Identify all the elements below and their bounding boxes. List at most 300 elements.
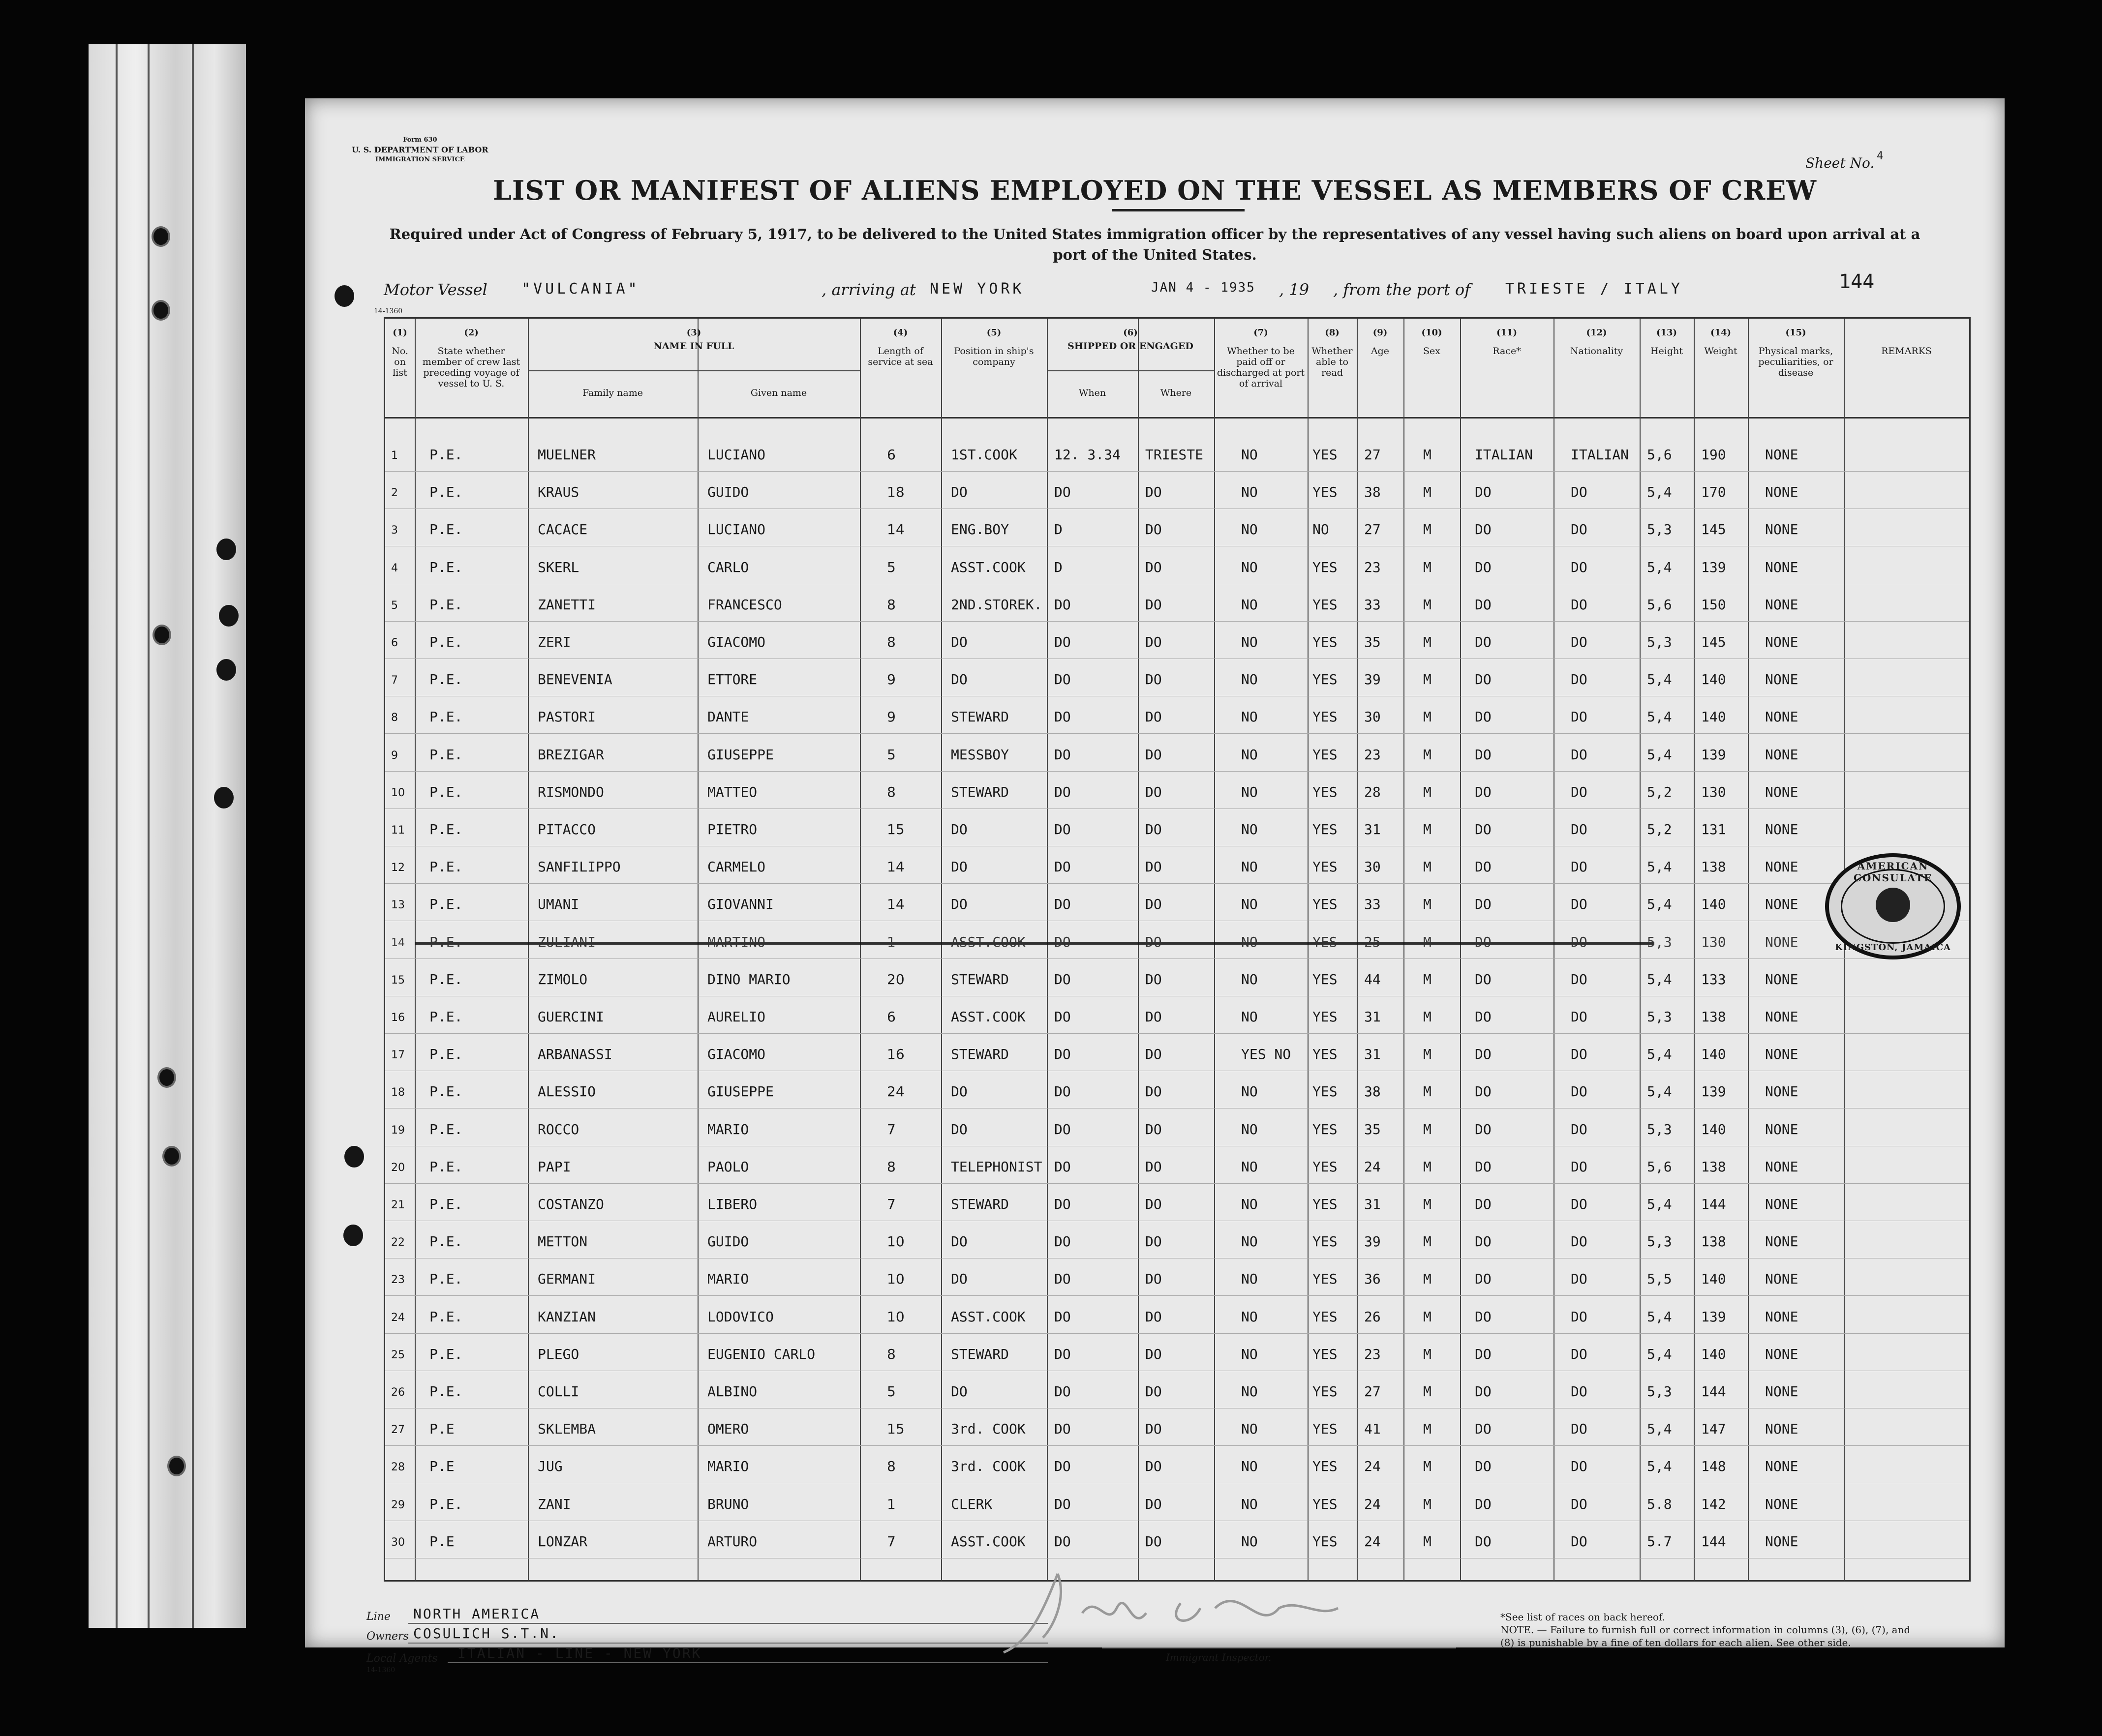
cell-position: DO [951, 634, 968, 650]
cell-where: DO [1145, 1009, 1162, 1025]
cell-race: DO [1475, 821, 1492, 838]
cell-height: 5,3 [1647, 521, 1672, 538]
agents-label: Local Agents [366, 1652, 438, 1665]
penalty-note: NOTE. — Failure to furnish full or correct information in columns (3), (6), (7), and (8) is punishable by a fine of ten dollars for each alien. See other side. [1500, 1624, 1911, 1648]
cell-race: DO [1475, 1083, 1492, 1100]
column-number: (12) [1586, 328, 1607, 338]
cell-family: GUERCINI [538, 1009, 604, 1025]
cell-paid: NO [1241, 1308, 1258, 1325]
cell-age: 30 [1364, 859, 1381, 875]
cell-when: D [1054, 559, 1063, 575]
cell-no: 20 [391, 1161, 405, 1174]
cell-position: STEWARD [951, 1196, 1009, 1212]
cell-service: 14 [887, 896, 905, 913]
cell-prev: P.E [429, 1458, 455, 1475]
cell-no: 30 [391, 1536, 405, 1549]
cell-nat: DO [1571, 783, 1587, 800]
cell-given: BRUNO [707, 1496, 749, 1512]
cell-when: DO [1054, 634, 1071, 650]
cell-read: YES [1312, 1421, 1338, 1437]
cell-family: GERMANI [538, 1271, 596, 1287]
cell-paid: NO [1241, 1271, 1258, 1287]
cell-prev: P.E. [429, 634, 463, 650]
cell-nat: DO [1571, 521, 1587, 538]
cell-given: ARTURO [707, 1533, 758, 1550]
cell-where: DO [1145, 821, 1162, 838]
cell-race: DO [1475, 1308, 1492, 1325]
cell-age: 24 [1364, 1533, 1381, 1550]
cell-family: SANFILIPPO [538, 859, 621, 875]
cell-paid: NO [1241, 634, 1258, 650]
cell-race: DO [1475, 709, 1492, 725]
cell-where: DO [1145, 1346, 1162, 1362]
column-subheader: Where [1160, 388, 1192, 398]
cell-paid: NO [1241, 821, 1258, 838]
cell-marks: NONE [1765, 746, 1798, 763]
cell-sex: M [1423, 1083, 1432, 1100]
column-header: Race* [1493, 346, 1521, 357]
cell-height: 5,3 [1647, 634, 1672, 650]
cell-weight: 139 [1701, 1308, 1726, 1325]
cell-marks: NONE [1765, 1308, 1798, 1325]
cell-family: ZANI [538, 1496, 571, 1512]
cell-family: UMANI [538, 896, 579, 913]
cell-given: CARLO [707, 559, 749, 575]
cell-weight: 142 [1701, 1496, 1726, 1512]
cell-prev: P.E. [429, 1046, 463, 1063]
cell-nat: DO [1571, 634, 1587, 650]
cell-height: 5,3 [1647, 933, 1672, 950]
cell-position: STEWARD [951, 1346, 1009, 1362]
line-value: NORTH AMERICA [413, 1606, 541, 1622]
cell-age: 24 [1364, 1496, 1381, 1512]
cell-height: 5,4 [1647, 859, 1672, 875]
cell-given: GIUSEPPE [707, 1083, 774, 1100]
cell-paid: NO [1241, 1458, 1258, 1475]
cell-marks: NONE [1765, 634, 1798, 650]
consulate-stamp [1825, 853, 1961, 959]
column-header: Whether to be paid off or discharged at port of arrival [1217, 346, 1305, 389]
cell-sex: M [1423, 484, 1432, 501]
cell-weight: 148 [1701, 1458, 1726, 1475]
cell-weight: 145 [1701, 521, 1726, 538]
cell-when: DO [1054, 1346, 1071, 1362]
cell-paid: NO [1241, 521, 1258, 538]
cell-age: 27 [1364, 1383, 1381, 1400]
cell-nat: DO [1571, 1046, 1587, 1063]
cell-position: STEWARD [951, 1046, 1009, 1063]
cell-no: 28 [391, 1461, 405, 1474]
cell-no: 21 [391, 1199, 405, 1211]
cell-service: 9 [887, 671, 896, 688]
cell-family: JUG [538, 1458, 563, 1475]
cell-paid: NO [1241, 1158, 1258, 1175]
cell-height: 5.7 [1647, 1533, 1672, 1550]
cell-weight: 139 [1701, 1083, 1726, 1100]
vessel-name: "VULCANIA" [521, 280, 640, 298]
cell-sex: M [1423, 821, 1432, 838]
cell-service: 8 [887, 596, 896, 613]
cell-age: 31 [1364, 1009, 1381, 1025]
cell-given: MATTEO [707, 783, 758, 800]
cell-nat: DO [1571, 1496, 1587, 1512]
cell-age: 39 [1364, 1233, 1381, 1250]
cell-given: MARIO [707, 1271, 749, 1287]
cell-service: 8 [887, 783, 896, 800]
cell-position: DO [951, 484, 968, 501]
cell-sex: M [1423, 1121, 1432, 1137]
cell-where: DO [1145, 1271, 1162, 1287]
cell-family: BENEVENIA [538, 671, 612, 688]
cell-no: 24 [391, 1311, 405, 1324]
cell-height: 5,4 [1647, 709, 1672, 725]
cell-when: D [1054, 521, 1063, 538]
cell-race: DO [1475, 1383, 1492, 1400]
cell-nat: DO [1571, 859, 1587, 875]
stamp-bottom-text: KINGSTON, JAMAICA [1835, 942, 1951, 953]
cell-where: DO [1145, 1046, 1162, 1063]
cell-no: 12 [391, 862, 405, 874]
cell-nat: DO [1571, 896, 1587, 913]
cell-weight: 144 [1701, 1533, 1726, 1550]
cell-when: DO [1054, 1271, 1071, 1287]
cell-given: PAOLO [707, 1158, 749, 1175]
cell-family: LONZAR [538, 1533, 588, 1550]
cell-prev: P.E [429, 1533, 455, 1550]
strikethrough-line [415, 942, 1654, 945]
cell-age: 25 [1364, 933, 1381, 950]
cell-prev: P.E. [429, 1083, 463, 1100]
binder-hole [162, 1146, 181, 1167]
cell-given: GUIDO [707, 484, 749, 501]
cell-race: DO [1475, 1421, 1492, 1437]
cell-marks: NONE [1765, 971, 1798, 988]
cell-height: 5,4 [1647, 1046, 1672, 1063]
cell-prev: P.E. [429, 596, 463, 613]
cell-given: MARIO [707, 1458, 749, 1475]
column-number: (14) [1710, 328, 1732, 338]
cell-position: ASST.COOK [951, 933, 1026, 950]
column-number: (1) [393, 328, 407, 338]
cell-prev: P.E [429, 1421, 455, 1437]
cell-marks: NONE [1765, 1196, 1798, 1212]
cell-sex: M [1423, 1196, 1432, 1212]
column-number: (8) [1325, 328, 1340, 338]
cell-where: DO [1145, 596, 1162, 613]
cell-age: 23 [1364, 1346, 1381, 1362]
cell-prev: P.E. [429, 1346, 463, 1362]
cell-marks: NONE [1765, 896, 1798, 913]
cell-nat: DO [1571, 1158, 1587, 1175]
cell-where: TRIESTE [1145, 447, 1204, 463]
cell-weight: 144 [1701, 1383, 1726, 1400]
cell-position: TELEPHONIST [951, 1158, 1042, 1175]
cell-given: GUIDO [707, 1233, 749, 1250]
year-label: , 19 [1279, 280, 1310, 299]
cell-race: DO [1475, 634, 1492, 650]
cell-paid: NO [1241, 746, 1258, 763]
cell-age: 28 [1364, 783, 1381, 800]
cell-age: 26 [1364, 1308, 1381, 1325]
arriving-label: , arriving at [822, 280, 916, 299]
cell-where: DO [1145, 1421, 1162, 1437]
cell-position: DO [951, 896, 968, 913]
cell-family: ARBANASSI [538, 1046, 612, 1063]
sheet-number-label: Sheet No. [1805, 155, 1875, 171]
column-header: Weight [1704, 346, 1737, 357]
cell-weight: 133 [1701, 971, 1726, 988]
cell-read: YES [1312, 821, 1338, 838]
cell-sex: M [1423, 1308, 1432, 1325]
vessel-prefix: Motor Vessel [384, 280, 487, 299]
cell-service: 16 [887, 1046, 905, 1063]
cell-marks: NONE [1765, 1271, 1798, 1287]
cell-given: DINO MARIO [707, 971, 791, 988]
cell-read: YES [1312, 1271, 1338, 1287]
cell-paid: YES NO [1241, 1046, 1291, 1063]
cell-read: YES [1312, 1496, 1338, 1512]
cell-service: 7 [887, 1196, 896, 1212]
cell-age: 23 [1364, 746, 1381, 763]
cell-height: 5,5 [1647, 1271, 1672, 1287]
cell-height: 5,4 [1647, 1458, 1672, 1475]
cell-service: 14 [887, 521, 905, 538]
cell-paid: NO [1241, 484, 1258, 501]
cell-service: 6 [887, 1009, 896, 1025]
cell-weight: 139 [1701, 559, 1726, 575]
cell-position: MESSBOY [951, 746, 1009, 763]
cell-marks: NONE [1765, 447, 1798, 463]
cell-age: 30 [1364, 709, 1381, 725]
cell-where: DO [1145, 671, 1162, 688]
column-header: State whether member of crew last preceding voyage of vessel to U. S. [422, 346, 520, 389]
cell-where: DO [1145, 521, 1162, 538]
cell-sex: M [1423, 1496, 1432, 1512]
cell-height: 5,3 [1647, 1009, 1672, 1025]
cell-read: YES [1312, 447, 1338, 463]
cell-no: 17 [391, 1049, 405, 1062]
cell-nat: DO [1571, 1533, 1587, 1550]
cell-where: DO [1145, 1158, 1162, 1175]
cell-family: COLLI [538, 1383, 579, 1400]
cell-sex: M [1423, 596, 1432, 613]
cell-weight: 140 [1701, 1121, 1726, 1137]
cell-read: YES [1312, 1121, 1338, 1137]
cell-race: DO [1475, 896, 1492, 913]
cell-given: PIETRO [707, 821, 758, 838]
cell-where: DO [1145, 1533, 1162, 1550]
cell-read: YES [1312, 671, 1338, 688]
column-number: (15) [1785, 328, 1806, 338]
cell-prev: P.E. [429, 1496, 463, 1512]
from-port-label: , from the port of [1333, 280, 1471, 299]
cell-read: YES [1312, 933, 1338, 950]
cell-no: 26 [391, 1386, 405, 1399]
cell-age: 38 [1364, 484, 1381, 501]
cell-given: DANTE [707, 709, 749, 725]
column-header: Length of service at sea [868, 346, 933, 367]
column-number: (2) [464, 328, 479, 338]
cell-sex: M [1423, 1421, 1432, 1437]
cell-family: PLEGO [538, 1346, 579, 1362]
cell-read: YES [1312, 783, 1338, 800]
cell-prev: P.E. [429, 1383, 463, 1400]
page-subtitle: Required under Act of Congress of February 5, 1917, to be delivered to the United States immigration officer by the representatives of any vessel having such aliens on board upon arrival at a port of the United States. [389, 226, 1920, 263]
cell-paid: NO [1241, 447, 1258, 463]
cell-position: DO [951, 821, 968, 838]
cell-position: ASST.COOK [951, 559, 1026, 575]
cell-sex: M [1423, 971, 1432, 988]
arriving-port: NEW YORK [930, 280, 1025, 298]
cell-when: DO [1054, 746, 1071, 763]
cell-marks: NONE [1765, 559, 1798, 575]
column-subheader: Given name [750, 388, 807, 398]
cell-paid: NO [1241, 1496, 1258, 1512]
cell-position: DO [951, 1083, 968, 1100]
cell-position: STEWARD [951, 783, 1009, 800]
cell-race: DO [1475, 971, 1492, 988]
cell-read: YES [1312, 1233, 1338, 1250]
cell-given: AURELIO [707, 1009, 766, 1025]
column-number: (6) [1123, 328, 1138, 338]
cell-nat: DO [1571, 1308, 1587, 1325]
column-number: (10) [1421, 328, 1442, 338]
cell-family: PAPI [538, 1158, 571, 1175]
cell-where: DO [1145, 1233, 1162, 1250]
cell-read: YES [1312, 1083, 1338, 1100]
binder-hole [152, 226, 170, 247]
cell-paid: NO [1241, 709, 1258, 725]
cell-when: DO [1054, 1083, 1071, 1100]
binder-hole [157, 1067, 176, 1088]
cell-marks: NONE [1765, 1046, 1798, 1063]
cell-age: 33 [1364, 896, 1381, 913]
cell-prev: P.E. [429, 1158, 463, 1175]
owners-value: COSULICH S.T.N. [413, 1625, 560, 1642]
column-header: REMARKS [1881, 346, 1932, 357]
cell-position: ASST.COOK [951, 1308, 1026, 1325]
cell-when: DO [1054, 1383, 1071, 1400]
column-header: Height [1650, 346, 1683, 357]
cell-service: 1 [887, 1496, 896, 1512]
cell-weight: 138 [1701, 1009, 1726, 1025]
cell-family: BREZIGAR [538, 746, 604, 763]
cell-service: 14 [887, 859, 905, 875]
cell-service: 18 [887, 484, 905, 501]
cell-prev: P.E. [429, 1009, 463, 1025]
cell-no: 7 [391, 674, 398, 687]
cell-height: 5,6 [1647, 447, 1672, 463]
cell-position: DO [951, 1121, 968, 1137]
column-number: (4) [893, 328, 908, 338]
cell-given: EUGENIO CARLO [707, 1346, 816, 1362]
cell-paid: NO [1241, 783, 1258, 800]
cell-family: ROCCO [538, 1121, 579, 1137]
column-number: (5) [986, 328, 1002, 338]
column-number: (11) [1496, 328, 1518, 338]
cell-weight: 131 [1701, 821, 1726, 838]
cell-race: DO [1475, 783, 1492, 800]
cell-nat: DO [1571, 596, 1587, 613]
cell-position: ASST.COOK [951, 1533, 1026, 1550]
column-header: Position in ship's company [954, 346, 1034, 367]
form-number: Form 630 [403, 136, 437, 144]
cell-when: DO [1054, 933, 1071, 950]
cell-where: DO [1145, 1496, 1162, 1512]
cell-nat: DO [1571, 1458, 1587, 1475]
cell-paid: NO [1241, 859, 1258, 875]
cell-no: 13 [391, 899, 405, 912]
cell-weight: 140 [1701, 1271, 1726, 1287]
cell-height: 5,4 [1647, 559, 1672, 575]
cell-height: 5,3 [1647, 1383, 1672, 1400]
cell-paid: NO [1241, 1383, 1258, 1400]
cell-prev: P.E. [429, 933, 463, 950]
cell-sex: M [1423, 933, 1432, 950]
cell-when: DO [1054, 859, 1071, 875]
cell-where: DO [1145, 746, 1162, 763]
cell-when: DO [1054, 783, 1071, 800]
cell-marks: NONE [1765, 1009, 1798, 1025]
cell-sex: M [1423, 859, 1432, 875]
cell-where: DO [1145, 1083, 1162, 1100]
cell-race: DO [1475, 1046, 1492, 1063]
cell-position: DO [951, 859, 968, 875]
cell-read: YES [1312, 746, 1338, 763]
cell-marks: NONE [1765, 1458, 1798, 1475]
cell-when: DO [1054, 671, 1071, 688]
cell-given: OMERO [707, 1421, 749, 1437]
page-title: LIST OR MANIFEST OF ALIENS EMPLOYED ON THE VESSEL AS MEMBERS OF CREW [492, 175, 1817, 206]
cell-family: SKERL [538, 559, 579, 575]
cell-position: STEWARD [951, 971, 1009, 988]
cell-sex: M [1423, 1233, 1432, 1250]
column-header: Whether able to read [1311, 346, 1353, 378]
cell-race: DO [1475, 1271, 1492, 1287]
cell-when: DO [1054, 1458, 1071, 1475]
column-number: (7) [1253, 328, 1268, 338]
cell-race: DO [1475, 859, 1492, 875]
cell-read: YES [1312, 1346, 1338, 1362]
cell-where: DO [1145, 859, 1162, 875]
cell-age: 31 [1364, 1196, 1381, 1212]
cell-given: GIACOMO [707, 1046, 766, 1063]
column-number: (3) [686, 328, 701, 338]
footer-notes [1500, 1611, 1923, 1649]
cell-nat: DO [1571, 559, 1587, 575]
manifest-sheet [305, 98, 2005, 1674]
cell-prev: P.E. [429, 971, 463, 988]
cell-paid: NO [1241, 896, 1258, 913]
cell-when: DO [1054, 709, 1071, 725]
cell-no: 27 [391, 1424, 405, 1437]
cell-read: YES [1312, 971, 1338, 988]
cell-position: 3rd. COOK [951, 1421, 1026, 1437]
cell-prev: P.E. [429, 896, 463, 913]
cell-weight: 144 [1701, 1196, 1726, 1212]
cell-when: DO [1054, 1308, 1071, 1325]
crew-table [384, 317, 1971, 1582]
binder-hole [167, 1456, 186, 1476]
cell-position: 1ST.COOK [951, 447, 1017, 463]
cell-service: 10 [887, 1233, 905, 1250]
cell-height: 5,3 [1647, 1233, 1672, 1250]
cell-height: 5,4 [1647, 1421, 1672, 1437]
cell-prev: P.E. [429, 821, 463, 838]
cell-paid: NO [1241, 1196, 1258, 1212]
cell-no: 8 [391, 712, 398, 724]
cell-when: 12. 3.34 [1054, 447, 1121, 463]
